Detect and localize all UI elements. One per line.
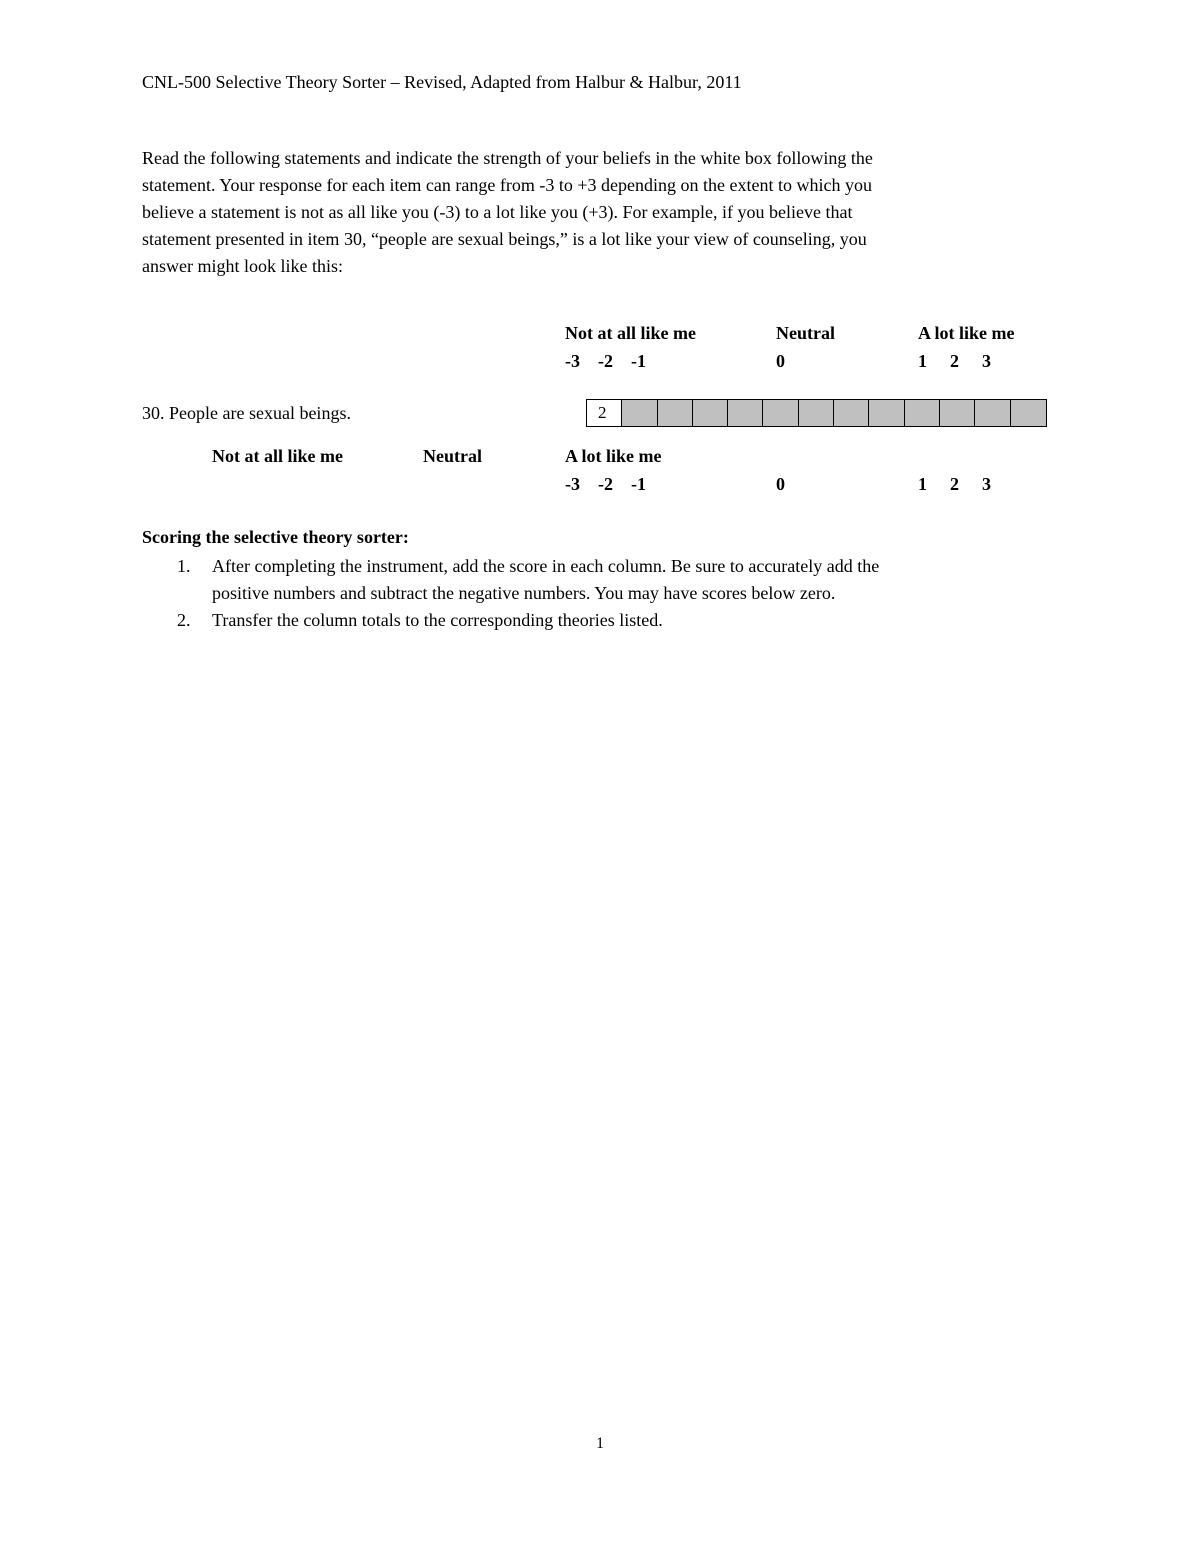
grid-cell (940, 400, 975, 426)
instructions-line: believe a statement is not as all like you (-3) to a lot like you (+3). For example, if you believe that (142, 202, 853, 222)
scale-value-neg-3: -3 (565, 474, 580, 494)
scale-value-neg-1: -1 (631, 474, 646, 494)
scale-label-not-at-all: Not at all like me (212, 446, 343, 466)
grid-cell (799, 400, 834, 426)
scale-value-pos-2: 2 (950, 474, 959, 494)
scoring-heading: Scoring the selective theory sorter: (142, 527, 409, 547)
scale-label-not-at-all: Not at all like me (565, 323, 696, 343)
scale-value-pos-2: 2 (950, 351, 959, 371)
scale-value-pos-1: 1 (918, 474, 927, 494)
grid-cell (975, 400, 1010, 426)
list-item (142, 607, 1042, 634)
scale-value-pos-1: 1 (918, 351, 927, 371)
scale-label-neutral: Neutral (423, 446, 482, 466)
instructions-line: Read the following statements and indicate the strength of your beliefs in the white box following the (142, 148, 873, 168)
answer-box[interactable]: 2 (587, 400, 622, 426)
instructions-paragraph (142, 145, 1042, 280)
response-grid (586, 399, 1047, 427)
document-title: CNL-500 Selective Theory Sorter – Revised, Adapted from Halbur & Halbur, 2011 (142, 72, 742, 92)
scale-value-neg-3: -3 (565, 351, 580, 371)
list-marker: 1. (177, 556, 191, 576)
scale-value-zero: 0 (776, 474, 785, 494)
instructions-line: statement presented in item 30, “people are sexual beings,” is a lot like your view of counseling, you (142, 229, 867, 249)
scoring-steps (142, 553, 1042, 634)
scale-value-neg-2: -2 (598, 474, 613, 494)
grid-cell (834, 400, 869, 426)
list-item (142, 553, 1042, 607)
step-line: After completing the instrument, add the score in each column. Be sure to accurately add the (212, 556, 880, 576)
step-line: Transfer the column totals to the corresponding theories listed. (212, 610, 663, 630)
example-item-statement: 30. People are sexual beings. (142, 403, 351, 423)
list-marker: 2. (177, 610, 191, 630)
instructions-line: answer might look like this: (142, 256, 343, 276)
grid-cell (763, 400, 798, 426)
scale-value-neg-1: -1 (631, 351, 646, 371)
instructions-line: statement. Your response for each item can range from -3 to +3 depending on the extent to which you (142, 175, 872, 195)
scale-value-pos-3: 3 (982, 351, 991, 371)
grid-cell (728, 400, 763, 426)
grid-cell (693, 400, 728, 426)
scale-label-a-lot: A lot like me (565, 446, 662, 466)
scale-label-a-lot: A lot like me (918, 323, 1015, 343)
grid-cell (869, 400, 904, 426)
scale-value-zero: 0 (776, 351, 785, 371)
grid-cell (658, 400, 693, 426)
page-number: 1 (596, 1435, 604, 1452)
grid-cell (905, 400, 940, 426)
grid-cell (1011, 400, 1046, 426)
scale-label-neutral: Neutral (776, 323, 835, 343)
scale-value-neg-2: -2 (598, 351, 613, 371)
grid-cell (622, 400, 657, 426)
step-line: positive numbers and subtract the negative numbers. You may have scores below zero. (212, 583, 836, 603)
scale-value-pos-3: 3 (982, 474, 991, 494)
